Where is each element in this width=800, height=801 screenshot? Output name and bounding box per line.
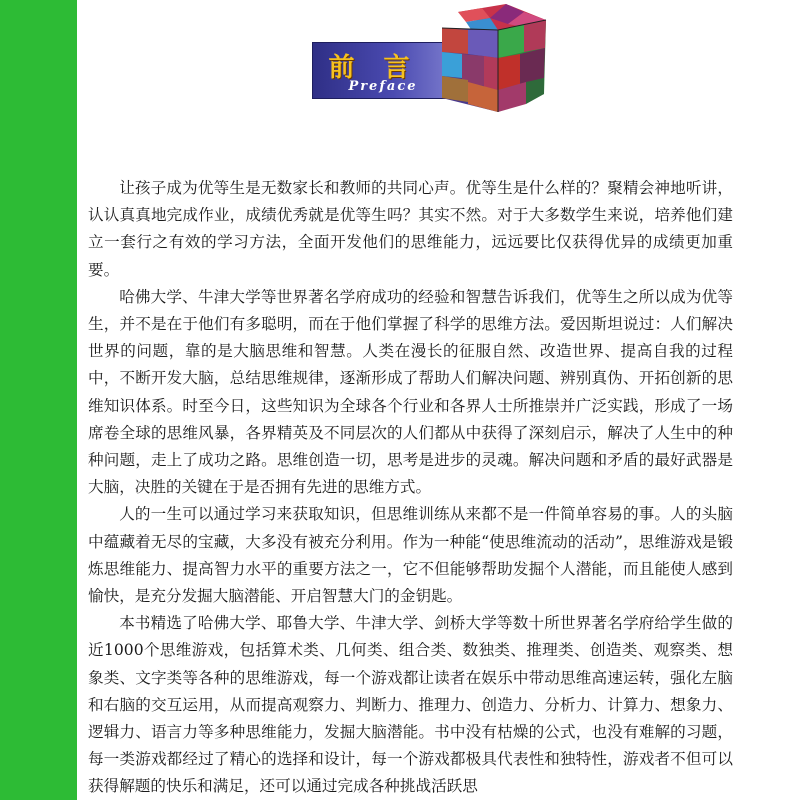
side-color-bar <box>0 0 77 800</box>
puzzle-cube-icon <box>428 2 556 114</box>
paragraph-1: 让孩子成为优等生是无数家长和教师的共同心声。优等生是什么样的？聚精会神地听讲，认认真真地完成作业，成绩优秀就是优等生吗？其实不然。对于大多数学生来说，培养他们建立一套行之有效的学习方法，全面开发他们的思维能力，远远要比仅获得优异的成绩更加重要。 <box>88 179 733 279</box>
preface-text <box>88 175 733 801</box>
paragraph-3: 人的一生可以通过学习来获取知识，但思维训练从来都不是一件简单容易的事。人的头脑中蕴藏着无尽的宝藏，大多没有被充分利用。作为一种能“使思维流动的活动”，思维游戏是锻炼思维能力、提高智力水平的重要方法之一，它不但能够帮助发掘个人潜能，而且能使人感到愉快，是充分发掘大脑潜能、开启智慧大门的金钥匙。 <box>88 505 733 606</box>
paragraph-4: 本书精选了哈佛大学、耶鲁大学、牛津大学、剑桥大学等数十所世界著名学府给学生做的近1000个思维游戏，包括算术类、几何类、组合类、数独类、推理类、创造类、观察类、想象类、文字类等各种的思维游戏，每一个游戏都让读者在娱乐中带动思维高速运转，强化左脑和右脑的交互运用，从而提高观察力、判断力、推理力、创造力、分析力、计算力、想象力、逻辑力、语言力等多种思维能力，发掘大脑潜能。书中没有枯燥的公式，也没有难解的习题，每一类游戏都经过了精心的选择和设计，每一个游戏都极具代表性和独特性，游戏者不但可以获得解题的快乐和满足，还可以通过完成各种挑战活跃思 <box>88 614 733 796</box>
page-subtitle: Preface <box>348 79 418 94</box>
page-title: 前 言 <box>328 53 420 83</box>
paragraph-2: 哈佛大学、牛津大学等世界著名学府成功的经验和智慧告诉我们，优等生之所以成为优等生，并不是在于他们有多聪明，而在于他们掌握了科学的思维方法。爱因斯坦说过：人们解决世界的问题，靠的是大脑思维和智慧。人类在漫长的征服自然、改造世界、提高自我的过程中，不断开发大脑，总结思维规律，逐渐形成了帮助人们解决问题、辨别真伪、开拓创新的思维知识体系。时至今日，这些知识为全球各个行业和各界人士所推崇并广泛实践，形成了一场席卷全球的思维风暴，各界精英及不同层次的人们都从中获得了深刻启示，解决了人生中的种种问题，走上了成功之路。思维创造一切，思考是进步的灵魂。解决问题和矛盾的最好武器是大脑，决胜的关键在于是否拥有先进的思维方式。 <box>88 287 733 497</box>
